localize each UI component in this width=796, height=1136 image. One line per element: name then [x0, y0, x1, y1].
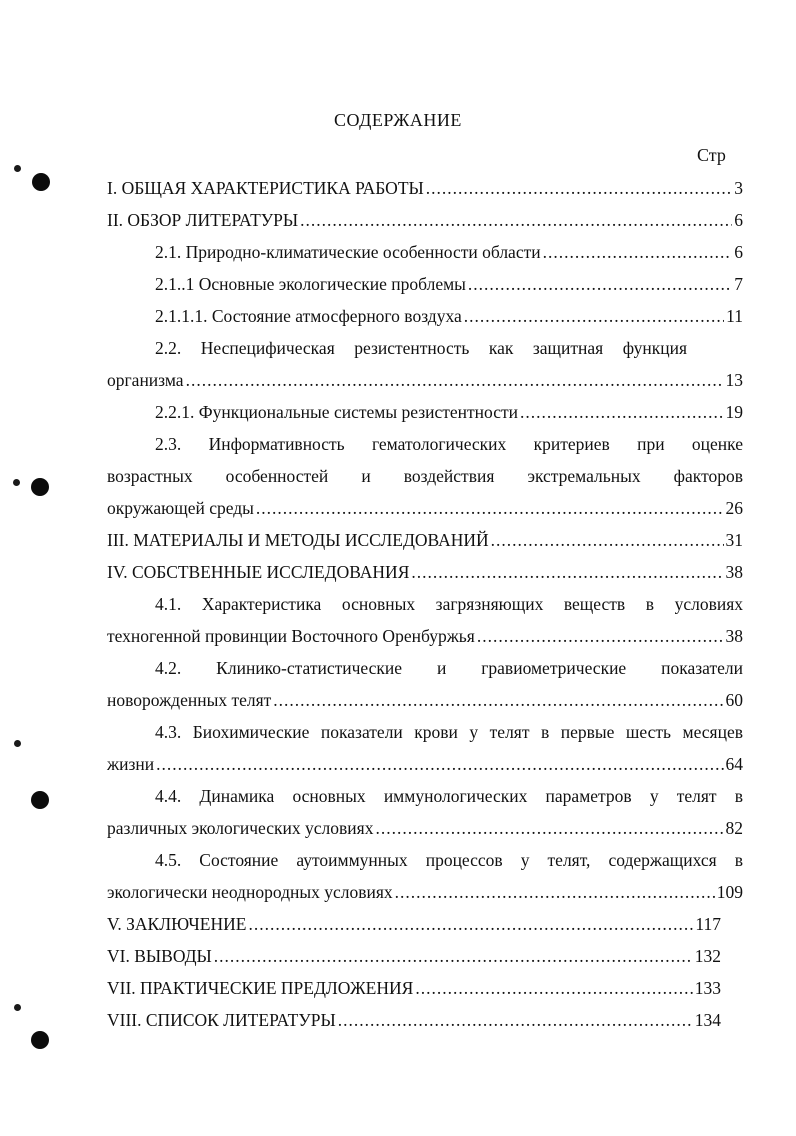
toc-page-number: 3 [734, 178, 743, 198]
toc-entry-2-1 [107, 236, 743, 268]
toc-leader-dots [520, 396, 724, 428]
toc-entry-chapter-2 [107, 204, 743, 236]
toc-entry-text: 2.1..1 Основные экологические проблемы [155, 274, 466, 294]
toc-leader-dots [375, 812, 723, 844]
toc-page-number: 60 [725, 690, 743, 710]
toc-entry-lead: 4.2. Клинико-статистические и гравиометрические показатели [155, 658, 743, 678]
toc-entry-lead: возрастных особенностей и воздействия экстремальных факторов [107, 466, 743, 486]
punch-hole [31, 1031, 49, 1049]
toc-entry-2-1-1-1 [107, 300, 743, 332]
punch-hole [31, 791, 49, 809]
toc-entry-4-1 [107, 588, 743, 652]
toc-entry-chapter-6 [107, 940, 743, 972]
toc-entry-text: II. ОБЗОР ЛИТЕРАТУРЫ [107, 210, 299, 230]
toc-entry-text: VI. ВЫВОДЫ [107, 946, 212, 966]
toc-entry-4-5 [107, 844, 743, 908]
toc-page-number: 11 [726, 306, 743, 326]
toc-page-number: 134 [694, 1010, 721, 1030]
toc-entry-chapter-8 [107, 1004, 743, 1036]
toc-entry-text: жизни [107, 754, 155, 774]
toc-entry-lead: 4.1. Характеристика основных загрязняющих веществ в условиях [155, 594, 743, 614]
toc-entry-chapter-1 [107, 172, 743, 204]
toc-entry-text: 2.2.1. Функциональные системы резистентности [155, 402, 518, 422]
toc-entry-chapter-7 [107, 972, 743, 1004]
toc-page-number: 6 [734, 242, 743, 262]
toc-page-number: 133 [694, 978, 721, 998]
toc-leader-dots [248, 908, 693, 940]
toc-entry-text: 2.1.1.1. Состояние атмосферного воздуха [155, 306, 462, 326]
toc-entry-chapter-3 [107, 524, 743, 556]
toc-leader-dots [273, 684, 723, 716]
toc-entry-text: различных экологических условиях [107, 818, 374, 838]
toc-page-number: 117 [695, 914, 721, 934]
table-of-contents [107, 172, 743, 1036]
toc-entry-text: VII. ПРАКТИЧЕСКИЕ ПРЕДЛОЖЕНИЯ [107, 978, 414, 998]
toc-entry-lead: 4.3. Биохимические показатели крови у телят в первые шесть месяцев [155, 722, 743, 742]
toc-page-number: 13 [725, 370, 743, 390]
toc-leader-dots [543, 236, 733, 268]
toc-entry-2-2 [107, 332, 743, 396]
toc-leader-dots [468, 268, 732, 300]
scan-speck [14, 740, 21, 747]
toc-leader-dots [477, 620, 724, 652]
punch-hole [32, 173, 50, 191]
toc-entry-text: организма [107, 370, 184, 390]
toc-page-number: 26 [725, 498, 743, 518]
toc-entry-lead: 2.3. Информативность гематологических критериев при оценке [155, 434, 743, 454]
toc-entry-text: VIII. СПИСОК ЛИТЕРАТУРЫ [107, 1010, 336, 1030]
toc-leader-dots [156, 748, 723, 780]
toc-page-number: 31 [725, 530, 743, 550]
toc-leader-dots [491, 524, 724, 556]
toc-entry-text: IV. СОБСТВЕННЫЕ ИССЛЕДОВАНИЯ [107, 562, 410, 582]
toc-page-number: 132 [694, 946, 721, 966]
toc-page-number: 38 [725, 562, 743, 582]
toc-entry-text: 2.1. Природно-климатические особенности области [155, 242, 541, 262]
toc-entry-text: новорожденных телят [107, 690, 272, 710]
toc-entry-text: экологически неоднородных условиях [107, 882, 393, 902]
toc-leader-dots [415, 972, 692, 1004]
toc-leader-dots [411, 556, 723, 588]
toc-entry-lead: 4.4. Динамика основных иммунологических параметров у телят в [155, 786, 743, 806]
toc-page-number: 64 [725, 754, 743, 774]
toc-entry-4-3 [107, 716, 743, 780]
scan-speck [14, 1004, 21, 1011]
toc-page-number: 19 [725, 402, 743, 422]
scan-speck [14, 165, 21, 172]
toc-leader-dots [464, 300, 724, 332]
toc-page-number: 7 [734, 274, 743, 294]
toc-entry-4-4 [107, 780, 743, 844]
toc-page-number: 82 [725, 818, 743, 838]
toc-entry-lead: 4.5. Состояние аутоиммунных процессов у телят, содержащихся в [155, 850, 743, 870]
toc-entry-text: I. ОБЩАЯ ХАРАКТЕРИСТИКА РАБОТЫ [107, 178, 424, 198]
toc-page-number: 109 [716, 882, 743, 902]
toc-entry-2-2-1 [107, 396, 743, 428]
toc-leader-dots [426, 172, 732, 204]
toc-entry-chapter-4 [107, 556, 743, 588]
toc-page-number: 6 [734, 210, 743, 230]
toc-leader-dots [214, 940, 693, 972]
toc-entry-lead: 2.2. Неспецифическая резистентность как защитная функция [155, 338, 687, 358]
toc-leader-dots [186, 364, 724, 396]
toc-entry-text: окружающей среды [107, 498, 254, 518]
toc-page-number: 38 [725, 626, 743, 646]
toc-leader-dots [395, 876, 715, 908]
toc-leader-dots [300, 204, 732, 236]
toc-entry-2-1-1 [107, 268, 743, 300]
toc-entry-2-3 [107, 428, 743, 524]
scan-speck [13, 479, 20, 486]
toc-entry-text: техногенной провинции Восточного Оренбуржья [107, 626, 475, 646]
toc-leader-dots [338, 1004, 693, 1036]
toc-entry-4-2 [107, 652, 743, 716]
page-column-label: Стр [697, 145, 726, 165]
toc-entry-chapter-5 [107, 908, 743, 940]
toc-leader-dots [256, 492, 724, 524]
punch-hole [31, 478, 49, 496]
page-title: СОДЕРЖАНИЕ [334, 110, 462, 130]
toc-entry-text: V. ЗАКЛЮЧЕНИЕ [107, 914, 247, 934]
toc-entry-text: III. МАТЕРИАЛЫ И МЕТОДЫ ИССЛЕДОВАНИЙ [107, 530, 489, 550]
